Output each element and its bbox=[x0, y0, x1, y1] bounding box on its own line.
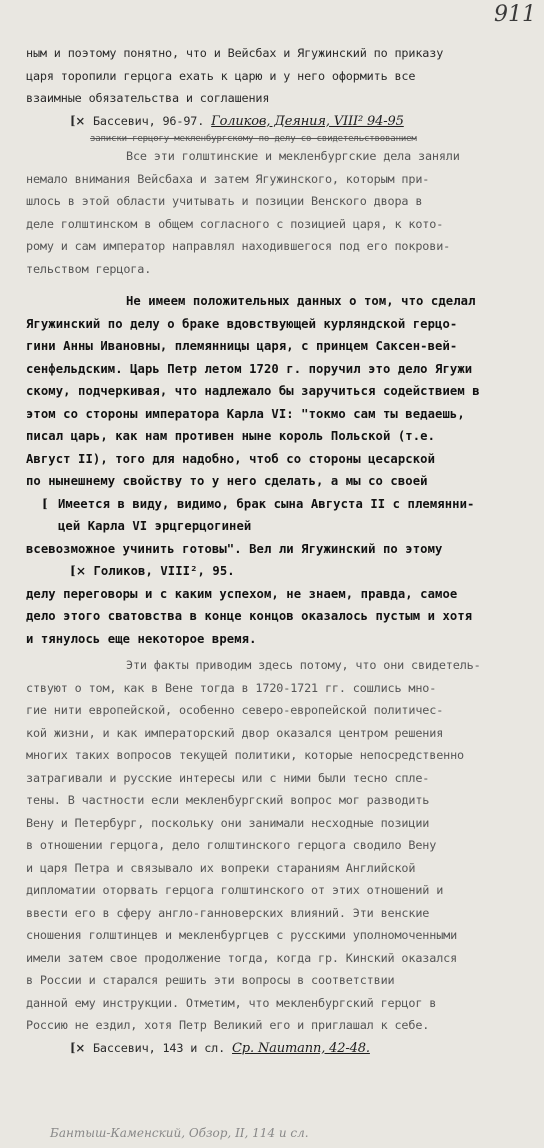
text-line: Эти факты приводим здесь потому, что они свидетель- bbox=[126, 658, 481, 672]
text-line: Вену и Петербург, поскольку они занимали несходные позиции bbox=[26, 815, 430, 830]
text-line: шлось в этой области учитывать и позиции Венского двора в bbox=[26, 194, 423, 208]
footnote-bracket-icon: [× bbox=[70, 1040, 86, 1055]
text-line: Август II), того для надобно, чтоб со стороны цесарской bbox=[26, 451, 436, 466]
paragraph-6 bbox=[26, 654, 530, 1037]
text-line: имели затем свое продолжение тогда, когда гр. Кинский оказался bbox=[26, 950, 458, 965]
bottom-pencil-note: Бантыш-Каменский, Обзор, II, 114 и сл. bbox=[50, 1126, 309, 1140]
text-line: сношения голштинцев и мекленбургцев с русскими уполномоченными bbox=[26, 928, 458, 942]
footnote-text: Имеется в виду, видимо, брак сына Августа II с племянни- bbox=[58, 496, 475, 511]
footnote-handwritten: Cp. Naumann, 42-48. bbox=[232, 1040, 370, 1056]
footnote-struck: записки герцогу мекленбургскому по делу со свидетельствованием bbox=[90, 134, 417, 144]
text-line: в отношении герцога, дело голштинского герцога сводило Вену bbox=[26, 838, 437, 852]
text-line: по нынешнему свойству то у него сделать, а мы со своей bbox=[26, 474, 428, 488]
text-line: гини Анны Ивановны, племянницы царя, с принцем Саксен-вей- bbox=[26, 339, 458, 353]
text-line: дипломатии оторвать герцога голштинского от этих отношений и bbox=[26, 883, 444, 897]
text-line: и тянулось еще некоторое время. bbox=[26, 631, 257, 646]
text-line: затрагивали и русские интересы или с ними были тесно спле- bbox=[26, 770, 430, 785]
paragraph-3 bbox=[26, 290, 530, 493]
text-line: царя торопили герцога ехать к царю и у него оформить все bbox=[26, 68, 416, 83]
text-line: ввести его в сферу англо-ганноверских влияний. Эти венские bbox=[26, 905, 430, 920]
text-line: тены. В частности если мекленбургский вопрос мог разводить bbox=[26, 793, 430, 807]
footnote-typed: Бассевич, 96-97. bbox=[92, 113, 205, 128]
footnote-bracket-icon: [× bbox=[70, 564, 87, 578]
text-line: ным и поэтому понятно, что и Вейсбах и Ягужинский по приказу bbox=[26, 46, 444, 60]
text-line: тельством герцога. bbox=[26, 261, 152, 276]
footnote-line bbox=[26, 110, 530, 134]
text-line: немало внимания Вейсбаха и затем Ягужинского, которым при- bbox=[26, 171, 430, 186]
paragraph-2 bbox=[26, 145, 530, 280]
footnote-1 bbox=[26, 110, 530, 146]
footnote-line bbox=[26, 493, 530, 516]
text-line: Ягужинский по делу о браке вдовствующей курляндской герцо- bbox=[26, 316, 458, 331]
text-line: рому и сам император направлял находившегося под его покрови- bbox=[26, 239, 451, 253]
footnote-typed: Голиков, VIII², 95. bbox=[93, 564, 235, 578]
footnote-bracket-icon: [× bbox=[70, 113, 86, 128]
text-line: в России и старался решить эти вопросы в соответствии bbox=[26, 973, 395, 987]
paragraph-4 bbox=[26, 538, 530, 561]
footnote-typed: Бассевич, 143 и сл. bbox=[92, 1040, 226, 1055]
text-line: скому, подчеркивая, что надлежало бы заручиться содействием в bbox=[26, 384, 480, 398]
text-line: писал царь, как нам противен ныне король Польской (т.е. bbox=[26, 429, 436, 443]
text-line: дело этого сватовства в конце концов оказалось пустым и хотя bbox=[26, 609, 473, 623]
footnote-3 bbox=[26, 560, 530, 583]
paragraph-1 bbox=[26, 42, 530, 110]
footnote-2 bbox=[26, 493, 530, 538]
text-line: Россию не ездил, хотя Петр Великий его и приглашал к себе. bbox=[26, 1018, 430, 1032]
text-line: гие нити европейской, особенно северо-европейской политичес- bbox=[26, 703, 444, 717]
text-line: делу переговоры и с каким успехом, не знаем, правда, самое bbox=[26, 586, 458, 601]
text-line: кой жизни, и как императорский двор оказался центром решения bbox=[26, 725, 444, 740]
text-line: многих таких вопросов текущей политики, которые непосредственно bbox=[26, 748, 464, 762]
text-line: данной ему инструкции. Отметим, что мекленбургский герцог в bbox=[26, 995, 437, 1010]
text-line: Не имеем положительных данных о том, что сделал bbox=[126, 294, 476, 308]
footnote-line bbox=[26, 560, 530, 583]
footnote-bracket-icon: [ bbox=[42, 496, 48, 511]
footnote-handwritten: Голиков, Деяния, VIII² 94-95 bbox=[211, 113, 404, 129]
text-line: и царя Петра и связывало их вопреки стараниям Английской bbox=[26, 860, 416, 875]
text-line: взаимные обязательства и соглашения bbox=[26, 91, 270, 105]
footnote-line: цей Карла VI эрцгерцогиней bbox=[58, 519, 252, 533]
text-line: деле голштинском в общем согласного с позицией царя, к кото- bbox=[26, 216, 444, 231]
page-number: 911 bbox=[494, 2, 536, 27]
text-line: Все эти голштинские и мекленбургские дела заняли bbox=[126, 149, 460, 163]
text-line: сенфельдским. Царь Петр летом 1720 г. поручил это дело Ягужи bbox=[26, 361, 473, 376]
footnote-4 bbox=[26, 1037, 530, 1061]
text-line: ствуют о том, как в Вене тогда в 1720-1721 гг. сошлись мно- bbox=[26, 680, 437, 695]
text-line: всевозможное учинить готовы". Вел ли Ягужинский по этому bbox=[26, 541, 443, 556]
paragraph-5 bbox=[26, 583, 530, 651]
footnote-line bbox=[26, 1037, 530, 1061]
text-line: этом со стороны императора Карла VI: "токмо сам ты ведаешь, bbox=[26, 406, 465, 421]
document-body bbox=[26, 42, 530, 1060]
